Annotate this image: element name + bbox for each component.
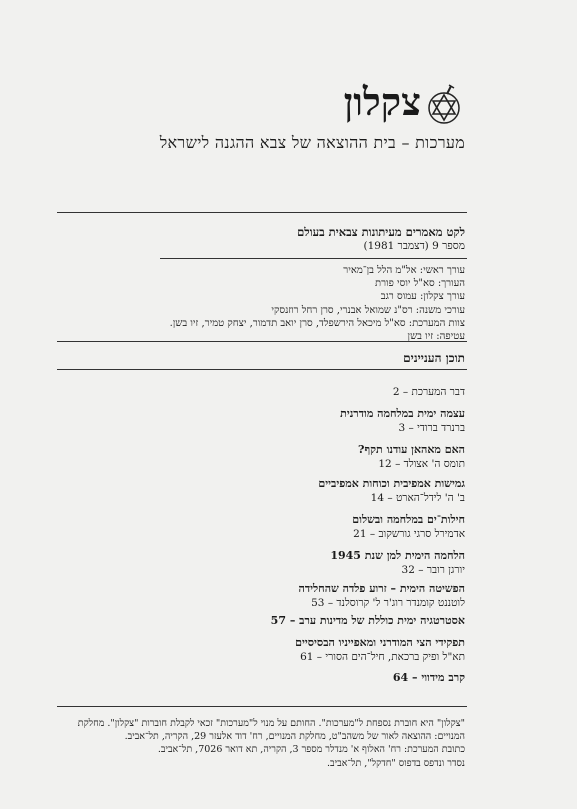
toc-entry: [358, 443, 465, 471]
toc-entry-author: ב' ה' לידל־הארט – 14: [370, 492, 465, 504]
toc-entry-author: דבר המערכת – 2: [392, 386, 465, 398]
footer-line: "צקלון" היא חוברת נספחת ל"מערכות". החותם על מנוי ל"מערכות" זכאי לקבלת חוברות "צקלון". מחלקת: [77, 718, 465, 729]
toc-entry-title: אסטרטגיה ימית כוללת של מדינות ערב – 57: [270, 614, 465, 627]
footer-line: כתובת המערכת: רח' האלוף א' מנדלר מספר 3, הקריה, תא דואר 7026, תל־אביב.: [157, 744, 465, 756]
series-title: לקט מאמרים מעיתונות צבאית בעולם: [297, 225, 465, 239]
staff-line: צוות המערכת: סא"ל מיכאל הירשפלד, סרן יואב תדמור, יצחק טמיר, זיו בשן.: [169, 317, 465, 329]
toc-entry-author: לוטננט קומנדר רוג'ר ל' קרוסלנד – 53: [311, 597, 465, 609]
toc-entry: [295, 636, 465, 664]
divider: [57, 706, 467, 707]
toc-entry-title: האם מאהאן עודנו תקף?: [358, 443, 465, 456]
toc-entry-title: גמישות אמפיבית וכוחות אמפיביים: [318, 477, 465, 490]
divider: [57, 212, 467, 213]
star-of-david-emblem-icon: [425, 82, 465, 126]
toc-entry-title: הלחמה הימית למן שנת 1945: [330, 549, 465, 562]
toc-entry: [330, 549, 465, 577]
staff-line: עורכי משנה: רס"נ שמואל אבנרי, סרן רחל רוזנסקי: [271, 304, 465, 316]
toc-entry-author: אדמירל סרגי גורשקוב – 21: [353, 528, 465, 540]
staff-line: עורך צקלון: עמוס רגב: [380, 291, 465, 303]
publisher-line: מערכות – בית ההוצאה של צבא ההגנה לישראל: [159, 133, 465, 152]
toc-entry: [393, 671, 465, 685]
divider: [57, 369, 467, 370]
toc-entry-author: תא"ל ופיק ברכאת, חיל־הים הסורי – 61: [300, 651, 465, 663]
toc-title: תוכן העניינים: [403, 351, 465, 365]
toc-entry-title: הפשיטה הימית – זרוע פלדה שהחלידה: [298, 582, 465, 595]
toc-entry-author: ברנרד ברודי – 3: [398, 422, 465, 434]
toc-entry: [352, 513, 465, 541]
issue-number: מספר 9 (דצמבר 1981): [363, 240, 465, 252]
divider: [160, 258, 467, 259]
toc-entry: [318, 477, 465, 505]
staff-line: העורך: סא"ל יוסי פורת: [375, 278, 465, 290]
toc-entry: [271, 614, 465, 628]
toc-entry: [340, 407, 465, 435]
staff-line: עטיפה: זיו בשן: [407, 331, 465, 343]
toc-entry: [299, 582, 465, 610]
divider: [57, 341, 467, 342]
footer-line: נסדר ונדפס בדפוס "חדקל", תל־אביב.: [327, 757, 465, 769]
staff-line: עורך ראשי: אל"מ הלל בן־מאיר: [343, 265, 465, 276]
footer-line: המנויים: ההוצאה לאור של משהב"ט, מחלקת המנויים, רח' דוד אלעזר 29, הקריה, תל־אביב.: [124, 731, 465, 743]
toc-entry-title: קרב מידווי – 64: [392, 671, 465, 684]
toc-entry-title: תפקידי הצי המודרני ומאפייניו הבסיסיים: [295, 636, 465, 649]
toc-entry: [393, 385, 465, 399]
toc-entry-author: יורגן רובר – 32: [401, 564, 465, 576]
toc-entry-title: עצמה ימית במלחמה מודרנית: [340, 407, 465, 420]
staff-list: [170, 264, 465, 343]
toc-entry-title: חילות־ים במלחמה ובשלום: [352, 513, 465, 526]
toc-entry-author: תומס ה' אצולד – 12: [378, 458, 465, 470]
brand-name: צקלון: [343, 79, 421, 124]
footer-notes: [57, 717, 465, 770]
